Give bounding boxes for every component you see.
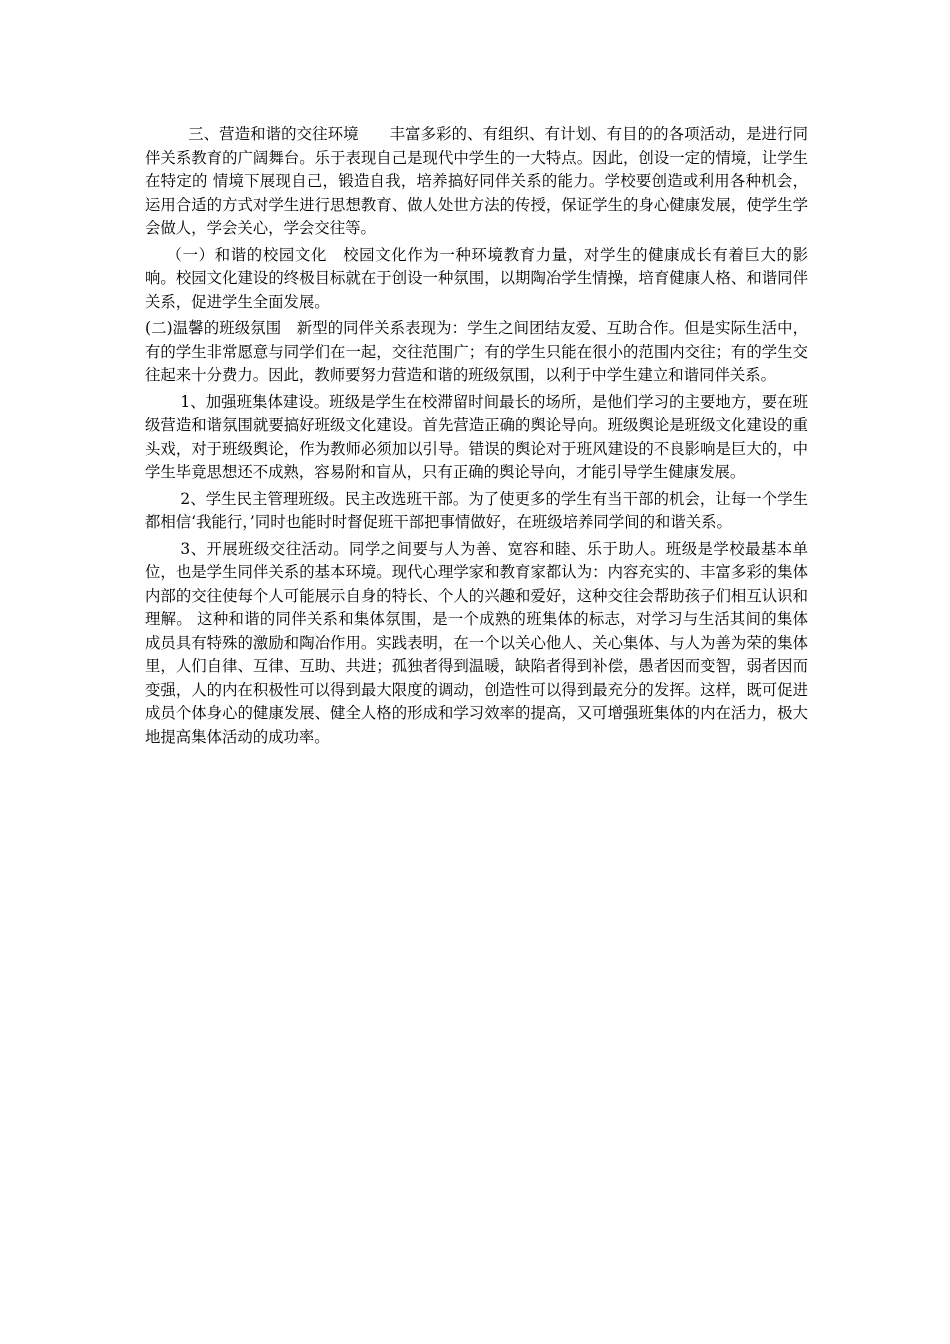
paragraph-class-atmosphere: (二)温馨的班级氛围 新型的同伴关系表现为：学生之间团结友爱、互助合作。但是实际生活中，有的学生非常愿意与同学们在一起，交往范围广；有的学生只能在很小的范围内交往；有的学生交往起来十分费力。因此，教师要努力营造和谐的班级氛围，以利于中学生建立和谐同伴关系。 — [145, 319, 808, 384]
paragraph-item-3: 3、开展班级交往活动。同学之间要与人为善、宽容和睦、乐于助人。班级是学校最基本单位，也是学生同伴关系的基本环境。现代心理学家和教育家都认为：内容充实的、丰富多彩的集体内部的交往使每个人可能展示自身的特长、个人的兴趣和爱好，这种交往会帮助孩子们相互认识和理解。 这种和谐的同伴关系和集体氛围，是一个成熟的班集体的标志，对学习与生活其间的集体成员具有特殊的激励和陶冶作用。实践表明，在一个以关心他人、关心集体、与人为善为荣的集体里，人们自律、互律、互助、共进；孤独者得到温暖，缺陷者得到补偿，愚者因而变智，弱者因而变强，人的内在积极性可以得到最大限度的调动，创造性可以得到最充分的发挥。这样，既可促进成员个体身心的健康发展、健全人格的形成和学习效率的提高，又可增强班集体的内在活力，极大地提高集体活动的成功率。 — [145, 539, 808, 746]
paragraph-item-2: 2、学生民主管理班级。民主改选班干部。为了使更多的学生有当干部的机会，让每一个学生都相信‘我能行，’同时也能时时督促班干部把事情做好，在班级培养同学间的和谐关系。 — [145, 489, 808, 531]
paragraph-campus-culture: （一）和谐的校园文化 校园文化作为一种环境教育力量，对学生的健康成长有着巨大的影响。校园文化建设的终极目标就在于创设一种氛围，以期陶冶学生情操，培育健康人格、和谐同伴关系，促进学生全面发展。 — [145, 245, 808, 311]
document-body — [145, 123, 808, 752]
paragraph-section-three: 三、营造和谐的交往环境 丰富多彩的、有组织、有计划、有目的的各项活动，是进行同伴关系教育的广阔舞台。乐于表现自己是现代中学生的一大特点。因此，创设一定的情境，让学生在特定的 情境下展现自己，锻造自我，培养搞好同伴关系的能力。学校要创造或利用各种机会，运用合适的方式对学生进行思想教育、做人处世方法的传授，保证学生的身心健康发展，使学生学会做人，学会关心，学会交往等。 — [145, 125, 808, 237]
paragraph-item-1: 1、加强班集体建设。班级是学生在校滞留时间最长的场所，是他们学习的主要地方，要在班级营造和谐氛围就要搞好班级文化建设。首先营造正确的舆论导向。班级舆论是班级文化建设的重头戏，对于班级舆论，作为教师必须加以引导。错误的舆论对于班风建设的不良影响是巨大的，中学生毕竟思想还不成熟，容易附和盲从，只有正确的舆论导向，才能引导学生健康发展。 — [145, 392, 808, 481]
